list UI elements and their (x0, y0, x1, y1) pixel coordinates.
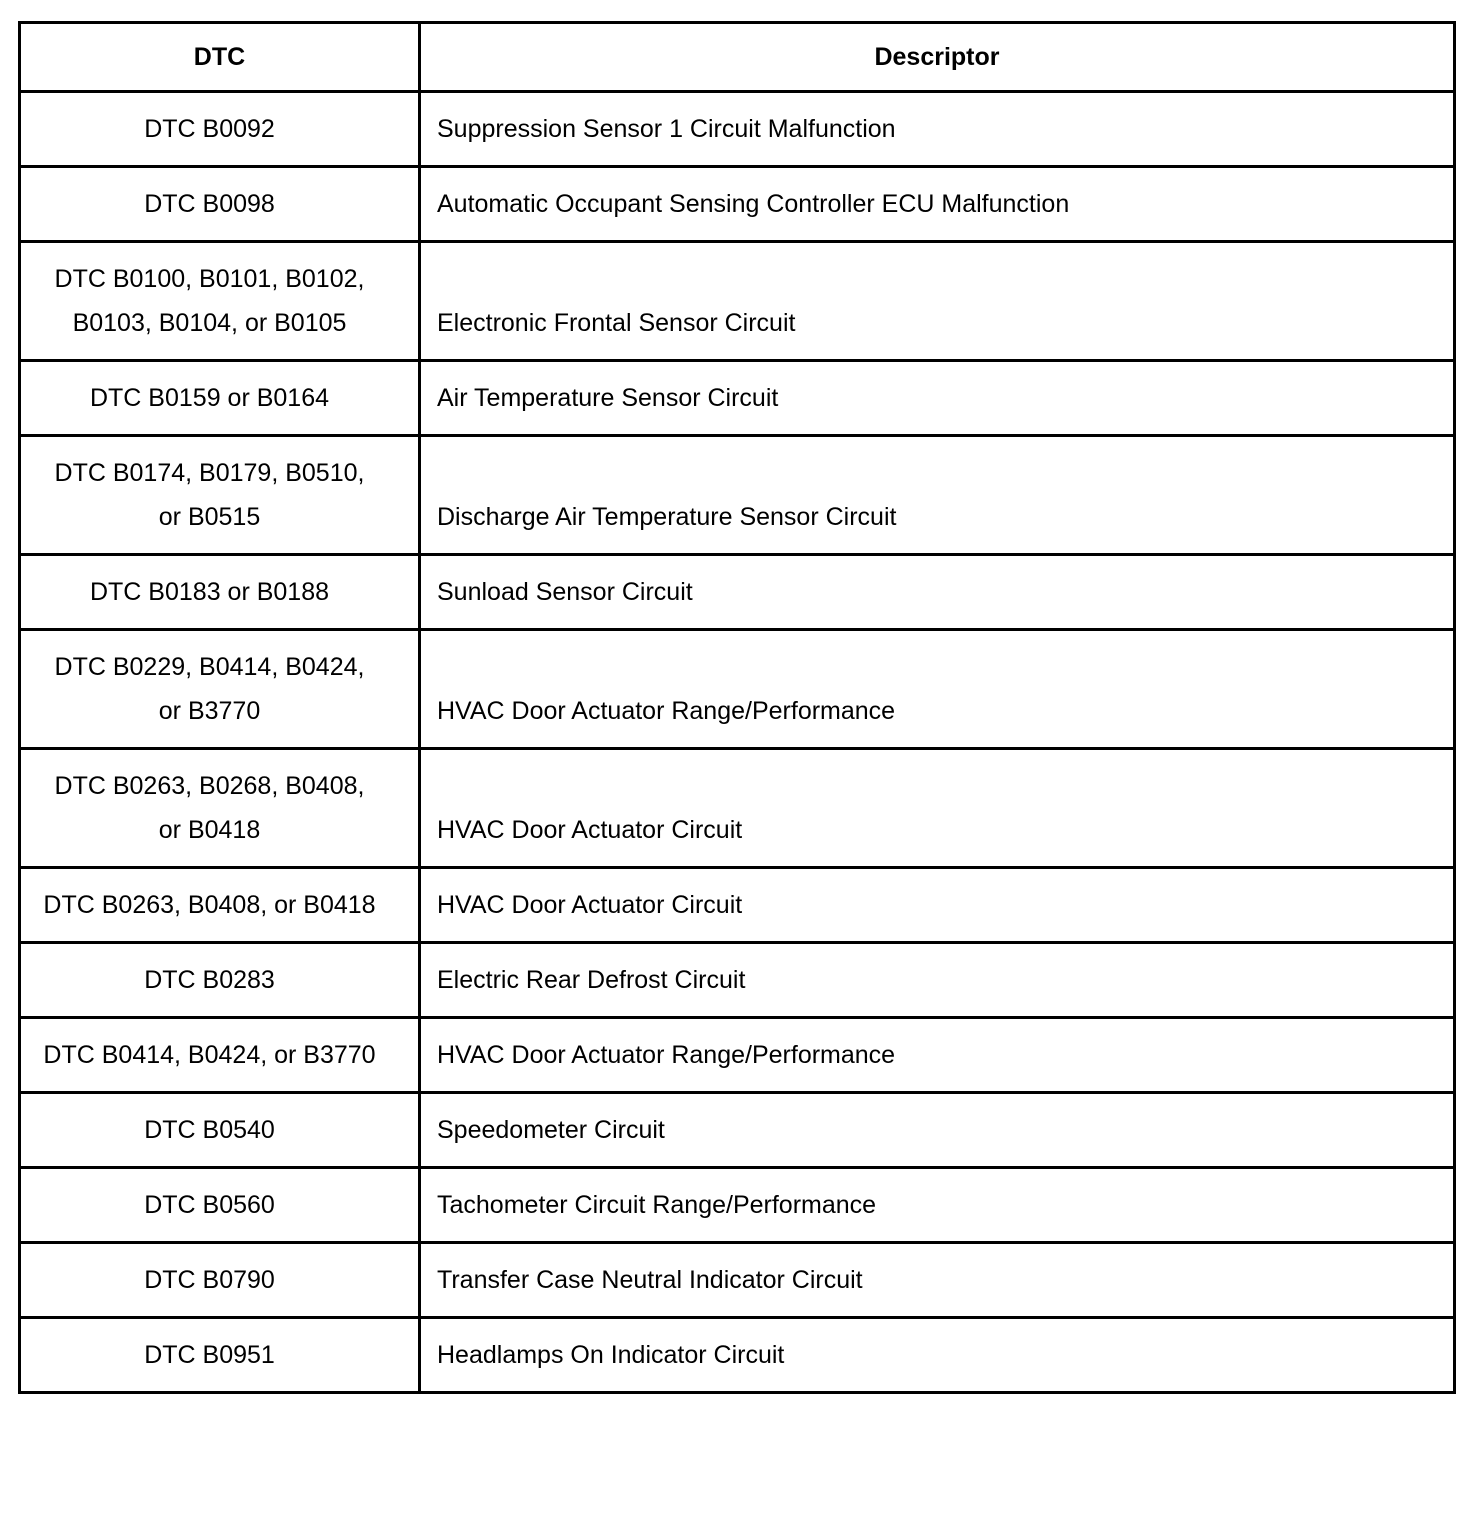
dtc-code-cell: DTC B0098 (20, 167, 420, 242)
dtc-code-cell: DTC B0414, B0424, or B3770 (20, 1018, 420, 1093)
table-row (20, 749, 1455, 868)
table-row (20, 1018, 1455, 1093)
table-row (20, 361, 1455, 436)
descriptor-cell: HVAC Door Actuator Circuit (420, 868, 1455, 943)
descriptor-cell: HVAC Door Actuator Range/Performance (420, 1018, 1455, 1093)
dtc-column-header: DTC (20, 23, 420, 92)
dtc-descriptor-table (18, 21, 1456, 1394)
descriptor-cell: Electric Rear Defrost Circuit (420, 943, 1455, 1018)
dtc-code-cell: DTC B0229, B0414, B0424, or B3770 (20, 630, 420, 749)
descriptor-cell: Headlamps On Indicator Circuit (420, 1318, 1455, 1393)
table-row (20, 167, 1455, 242)
dtc-code-cell: DTC B0263, B0268, B0408, or B0418 (20, 749, 420, 868)
table-row (20, 868, 1455, 943)
dtc-code-cell: DTC B0951 (20, 1318, 420, 1393)
dtc-code-cell: DTC B0263, B0408, or B0418 (20, 868, 420, 943)
dtc-code-cell: DTC B0092 (20, 92, 420, 167)
dtc-code-cell: DTC B0159 or B0164 (20, 361, 420, 436)
descriptor-cell: Tachometer Circuit Range/Performance (420, 1168, 1455, 1243)
table-row (20, 1168, 1455, 1243)
descriptor-cell: Sunload Sensor Circuit (420, 555, 1455, 630)
descriptor-cell: HVAC Door Actuator Range/Performance (420, 630, 1455, 749)
descriptor-cell: HVAC Door Actuator Circuit (420, 749, 1455, 868)
descriptor-cell: Transfer Case Neutral Indicator Circuit (420, 1243, 1455, 1318)
table-row (20, 92, 1455, 167)
table-row (20, 1243, 1455, 1318)
table-row (20, 555, 1455, 630)
table-row (20, 1093, 1455, 1168)
dtc-code-cell: DTC B0790 (20, 1243, 420, 1318)
table-row (20, 943, 1455, 1018)
table-row (20, 630, 1455, 749)
dtc-code-cell: DTC B0540 (20, 1093, 420, 1168)
dtc-code-cell: DTC B0100, B0101, B0102, B0103, B0104, or B0105 (20, 242, 420, 361)
table-header-row (20, 23, 1455, 92)
descriptor-column-header: Descriptor (420, 23, 1455, 92)
descriptor-cell: Air Temperature Sensor Circuit (420, 361, 1455, 436)
dtc-code-cell: DTC B0283 (20, 943, 420, 1018)
dtc-code-cell: DTC B0560 (20, 1168, 420, 1243)
descriptor-cell: Electronic Frontal Sensor Circuit (420, 242, 1455, 361)
descriptor-cell: Discharge Air Temperature Sensor Circuit (420, 436, 1455, 555)
dtc-code-cell: DTC B0183 or B0188 (20, 555, 420, 630)
table-row (20, 436, 1455, 555)
dtc-code-cell: DTC B0174, B0179, B0510, or B0515 (20, 436, 420, 555)
table-row (20, 242, 1455, 361)
descriptor-cell: Automatic Occupant Sensing Controller ECU Malfunction (420, 167, 1455, 242)
table-row (20, 1318, 1455, 1393)
descriptor-cell: Speedometer Circuit (420, 1093, 1455, 1168)
descriptor-cell: Suppression Sensor 1 Circuit Malfunction (420, 92, 1455, 167)
